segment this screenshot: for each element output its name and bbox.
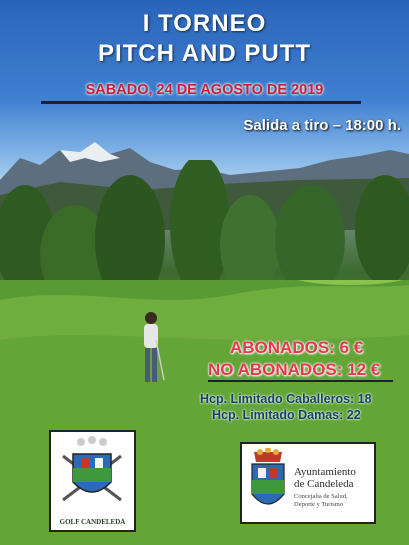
town-hall-name-line3: Candeleda [307,478,354,490]
tournament-number-title: I TORNEO [142,10,267,37]
town-hall-logo [240,442,376,524]
coat-of-arms-icon [248,448,288,518]
tournament-name-title: PITCH AND PUTT [97,40,312,67]
handicap-men: Hcp. Limitado Caballeros: 18 [200,392,372,406]
department-line2: Deporte y Turismo [294,501,344,508]
price-divider [208,380,393,382]
golfer-figure [138,310,166,388]
town-hall-name-line2: de [294,478,305,490]
golf-club-logo [49,430,136,532]
price-non-members: NO ABONADOS: 12 € [208,360,381,379]
department-line1: Concejalía de Salud, [294,493,348,500]
town-hall-name-line1: Ayuntamiento [294,466,356,478]
event-date: SABADO, 24 DE AGOSTO DE 2019 [85,82,324,98]
start-time: Salida a tiro – 18:00 h. [243,117,401,134]
divider-line [41,101,361,104]
town-hall-name [294,466,356,490]
golf-club-name: GOLF CANDELEDA [59,518,126,526]
golf-crest-icon [59,436,125,508]
price-members: ABONADOS: 6 € [230,338,364,357]
handicap-women: Hcp. Limitado Damas: 22 [212,408,361,422]
town-hall-department [294,493,348,509]
